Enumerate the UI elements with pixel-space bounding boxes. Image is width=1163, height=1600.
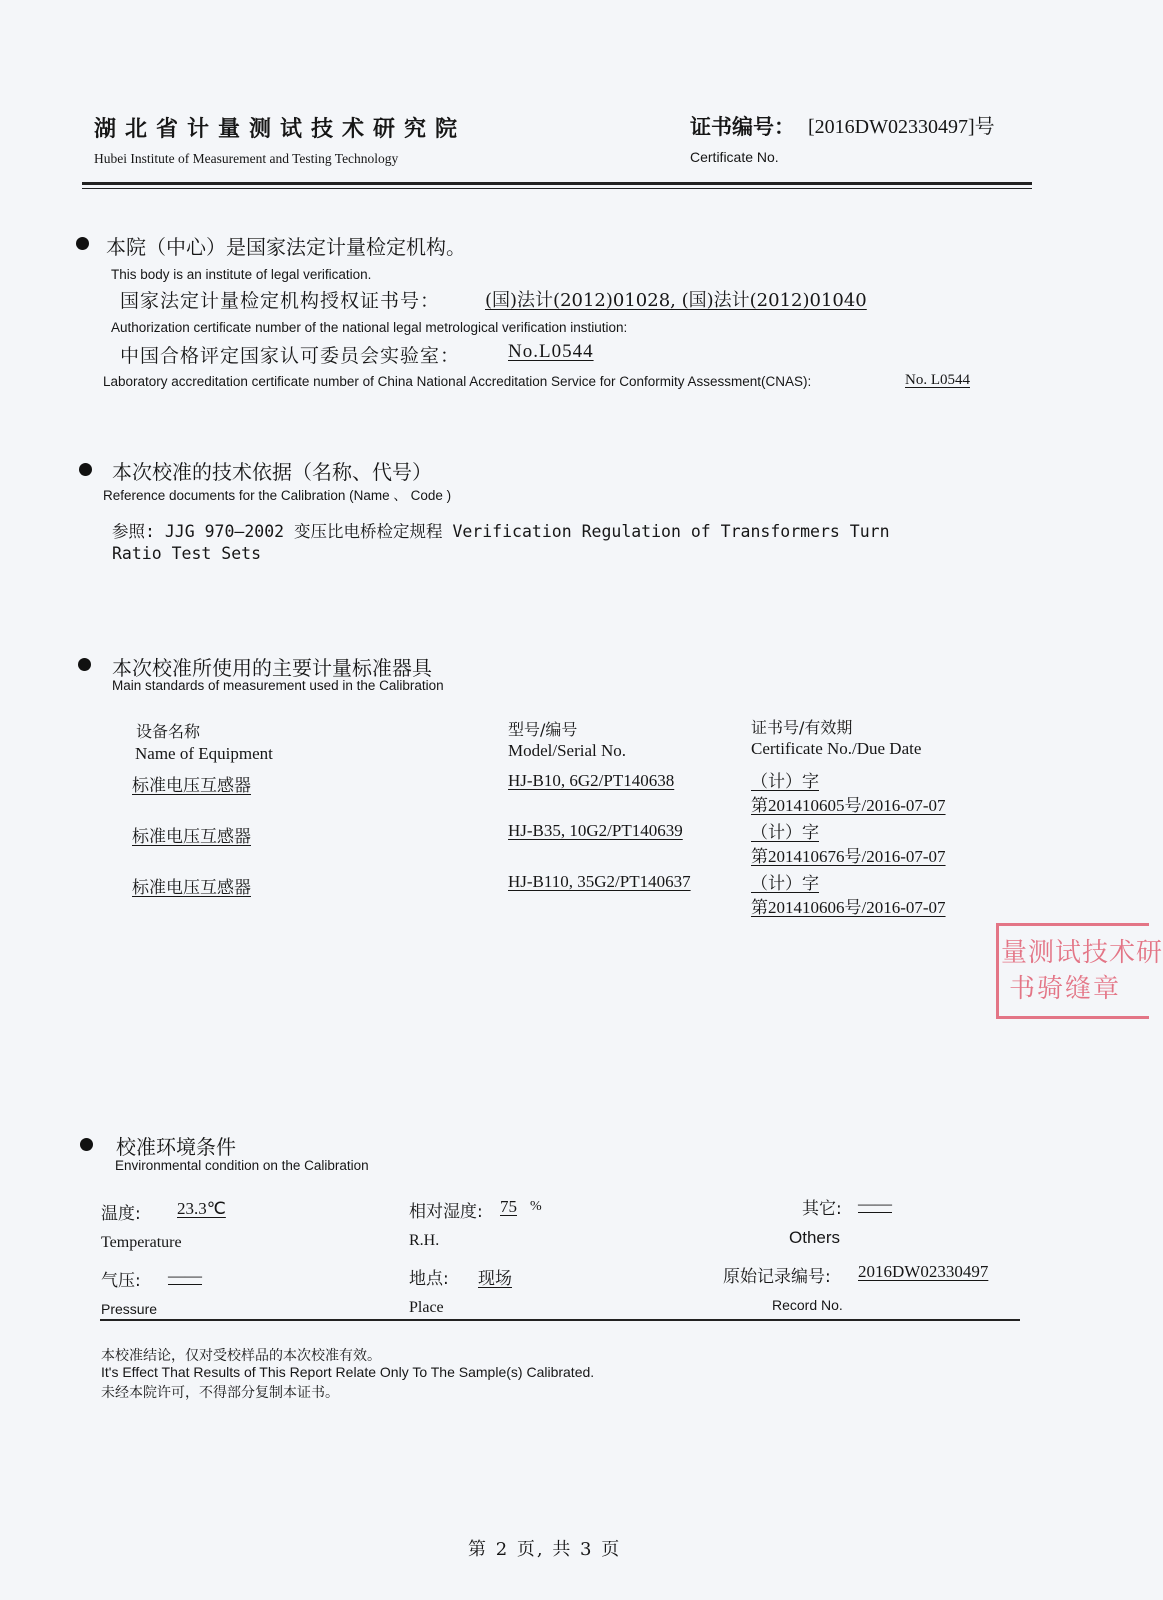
header-rule-thin	[82, 188, 1032, 189]
col-header-cert-en: Certificate No./Due Date	[751, 739, 922, 758]
certificate-number: [2016DW02330497]号	[808, 116, 995, 138]
lab-label-zh: 中国合格评定国家认可委员会实验室：	[120, 345, 461, 367]
col-header-model-en: Model/Serial No.	[508, 741, 627, 760]
record-label: 原始记录编号:	[723, 1267, 831, 1287]
page-number: 第 2 页, 共 3 页	[468, 1539, 622, 1560]
stamp-line-1: 量测试技术研	[1001, 938, 1163, 968]
rh-label: 相对湿度:	[409, 1202, 483, 1222]
place-label-en: Place	[409, 1299, 444, 1316]
seam-stamp	[996, 923, 1163, 1019]
temperature-label-en: Temperature	[101, 1234, 182, 1251]
equipment-cert-number: 第201410605号/2016-07-07	[751, 796, 946, 815]
bullet-icon	[76, 237, 89, 250]
lab-value: No.L0544	[508, 341, 594, 362]
record-value: 2016DW02330497	[858, 1262, 989, 1281]
auth-label-en: Authorization certificate number of the national legal metrological verification instiution:	[111, 320, 628, 335]
bullet-icon	[79, 463, 92, 476]
section3-title-zh: 本次校准所使用的主要计量标准器具	[112, 656, 432, 680]
equipment-name: 标准电压互感器	[132, 878, 251, 898]
rh-label-en: R.H.	[409, 1232, 440, 1249]
rh-value: 75	[500, 1197, 517, 1216]
place-label: 地点:	[409, 1269, 449, 1289]
equipment-cert-prefix: （计）字	[751, 823, 819, 843]
auth-label-zh: 国家法定计量检定机构授权证书号：	[120, 290, 441, 312]
pressure-label-en: Pressure	[101, 1301, 158, 1317]
reference-line-2: Ratio Test Sets	[112, 544, 262, 563]
record-label-en: Record No.	[772, 1297, 843, 1313]
reference-line-1: 参照: JJG 970—2002 变压比电桥检定规程 Verification Regulation of Transformers Turn	[112, 522, 890, 541]
col-header-cert-zh: 证书号/有效期	[751, 718, 853, 737]
certificate-label-zh: 证书编号：	[690, 115, 795, 139]
col-header-model-zh: 型号/编号	[508, 720, 578, 739]
bullet-icon	[78, 658, 91, 671]
note-line-3: 未经本院许可，不得部分复制本证书。	[101, 1385, 339, 1401]
section4-title-zh: 校准环境条件	[116, 1135, 236, 1159]
section3-title-en: Main standards of measurement used in the Calibration	[112, 678, 444, 693]
others-label-en: Others	[789, 1228, 841, 1247]
certificate-label-en: Certificate No.	[690, 149, 779, 165]
pressure-label: 气压:	[101, 1271, 141, 1291]
equipment-cert-prefix: （计）字	[751, 772, 819, 792]
equipment-cert-prefix: （计）字	[751, 874, 819, 894]
equipment-cert-number: 第201410606号/2016-07-07	[751, 898, 946, 917]
col-header-name-en: Name of Equipment	[135, 744, 273, 763]
equipment-name: 标准电压互感器	[132, 827, 251, 847]
temperature-value: 23.3℃	[177, 1199, 226, 1218]
institute-name-zh: 湖北省计量测试技术研究院	[94, 117, 467, 142]
others-label: 其它:	[802, 1199, 842, 1219]
temperature-label: 温度:	[101, 1204, 141, 1224]
pressure-value: ——	[168, 1266, 202, 1285]
note-line-1: 本校准结论，仅对受校样品的本次校准有效。	[101, 1348, 381, 1364]
bullet-icon	[80, 1138, 93, 1151]
equipment-model: HJ-B10, 6G2/PT140638	[508, 771, 675, 790]
lab-value-en: No. L0544	[905, 372, 970, 388]
header-rule-thick	[82, 182, 1032, 185]
section1-title-zh: 本院（中心）是国家法定计量检定机构。	[106, 235, 466, 259]
place-value: 现场	[478, 1269, 512, 1289]
section1-title-en: This body is an institute of legal verification.	[111, 267, 372, 282]
equipment-model: HJ-B110, 35G2/PT140637	[508, 872, 691, 891]
equipment-name: 标准电压互感器	[132, 776, 251, 796]
equipment-cert-number: 第201410676号/2016-07-07	[751, 847, 946, 866]
lab-label-en: Laboratory accreditation certificate number of China National Accreditation Service for Conformity Assessment(CNAS):	[103, 374, 812, 389]
section4-title-en: Environmental condition on the Calibration	[115, 1158, 369, 1173]
section2-title-zh: 本次校准的技术依据（名称、代号）	[112, 460, 432, 484]
note-line-2: It's Effect That Results of This Report Relate Only To The Sample(s) Calibrated.	[101, 1364, 595, 1380]
environment-rule	[100, 1319, 1020, 1321]
stamp-line-2: 书骑缝章	[1009, 974, 1122, 1004]
institute-name-en: Hubei Institute of Measurement and Testing Technology	[94, 151, 399, 166]
auth-value: (国)法计(2012)01028, (国)法计(2012)01040	[485, 290, 867, 311]
rh-unit: %	[530, 1199, 542, 1214]
section2-title-en: Reference documents for the Calibration (Name 、 Code )	[103, 488, 452, 503]
equipment-model: HJ-B35, 10G2/PT140639	[508, 821, 683, 840]
col-header-name-zh: 设备名称	[136, 722, 201, 741]
others-value: ——	[858, 1194, 892, 1213]
